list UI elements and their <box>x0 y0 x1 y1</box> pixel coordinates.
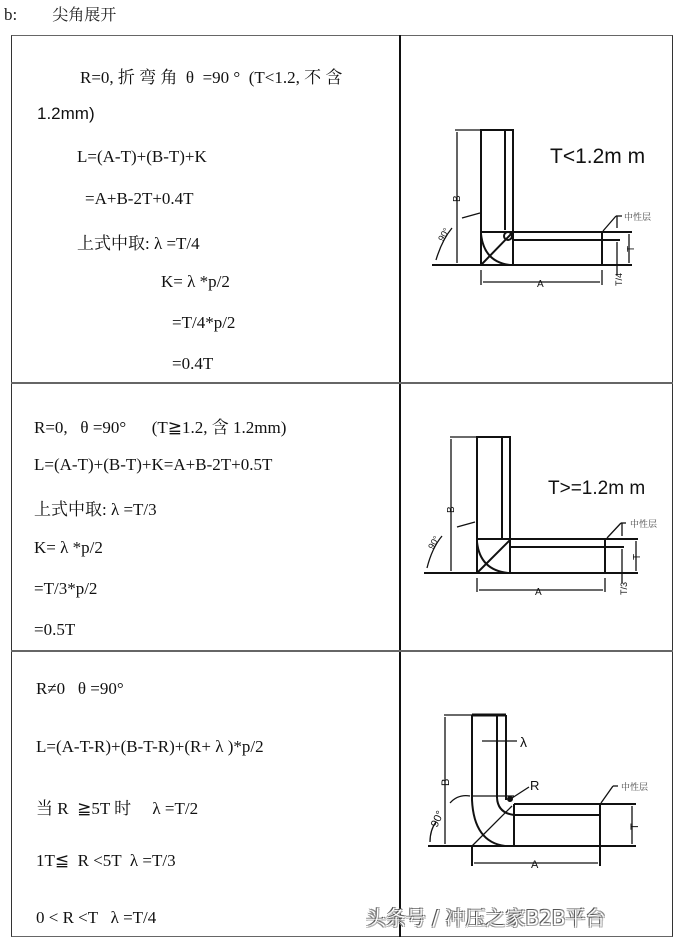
section-label: b: <box>4 5 18 24</box>
svg-text:T: T <box>629 823 641 830</box>
lambda-label: λ <box>520 734 527 750</box>
formula-line: 1T≦ R <5T λ =T/3 <box>36 851 176 870</box>
condition-label: T>=1.2m m <box>548 478 646 499</box>
row-divider-1 <box>11 382 673 384</box>
svg-text:T: T <box>626 245 637 252</box>
condition-label: T<1.2m m <box>550 145 646 168</box>
formula-line: L=(A-T)+(B-T)+K <box>77 147 207 166</box>
svg-text:B: B <box>446 506 457 513</box>
section-title: 尖角展开 <box>52 5 117 24</box>
formula-line: R=0, 折 弯 角 θ =90 ° (T<1.2, 不 含 <box>80 68 343 87</box>
formula-line: =T/3*p/2 <box>34 579 98 598</box>
row-divider-2 <box>11 650 673 652</box>
svg-text:T/3: T/3 <box>619 581 629 595</box>
svg-text:A: A <box>531 859 539 871</box>
formula-line: 当 R ≧5T 时 λ =T/2 <box>36 799 199 818</box>
formula-line: K= λ *p/2 <box>161 272 230 291</box>
formula-line: 0 < R <T λ =T/4 <box>36 908 157 927</box>
formula-line: =0.5T <box>34 620 76 639</box>
neutral-layer-label: 中性层 <box>624 213 652 223</box>
formula-line: =A+B-2T+0.4T <box>85 189 194 208</box>
formula-line: 1.2mm) <box>37 104 95 123</box>
bend-diagram-radius <box>400 690 679 890</box>
formula-line: =0.4T <box>172 354 214 373</box>
formula-line: 上式中取: λ =T/4 <box>77 234 200 253</box>
svg-text:90°: 90° <box>436 226 452 243</box>
section-heading <box>4 2 116 25</box>
formula-line: K= λ *p/2 <box>34 538 103 557</box>
bend-diagram-sharp-thick <box>400 420 679 610</box>
neutral-layer-label: 中性层 <box>630 520 658 530</box>
formula-line: =T/4*p/2 <box>172 313 236 332</box>
svg-text:A: A <box>535 587 542 598</box>
formula-line: R=0, θ =90° (T≧1.2, 含 1.2mm) <box>34 418 287 437</box>
watermark: 头条号 / 冲压之家B2B平台 <box>366 906 606 930</box>
formula-line: 上式中取: λ =T/3 <box>34 500 157 519</box>
svg-text:T: T <box>632 553 643 560</box>
radius-label: R <box>530 778 540 793</box>
formula-line: R≠0 θ =90° <box>36 679 124 698</box>
formula-line: L=(A-T)+(B-T)+K=A+B-2T+0.5T <box>34 455 273 474</box>
bend-diagram-sharp-thin <box>400 100 679 300</box>
svg-text:90°: 90° <box>428 809 447 830</box>
svg-text:A: A <box>537 279 544 290</box>
svg-text:B: B <box>452 195 463 202</box>
svg-text:T/4: T/4 <box>614 272 624 286</box>
svg-text:B: B <box>440 778 452 786</box>
formula-line: L=(A-T-R)+(B-T-R)+(R+ λ )*p/2 <box>36 737 264 756</box>
svg-text:90°: 90° <box>426 534 442 551</box>
neutral-layer-label: 中性层 <box>621 783 649 793</box>
